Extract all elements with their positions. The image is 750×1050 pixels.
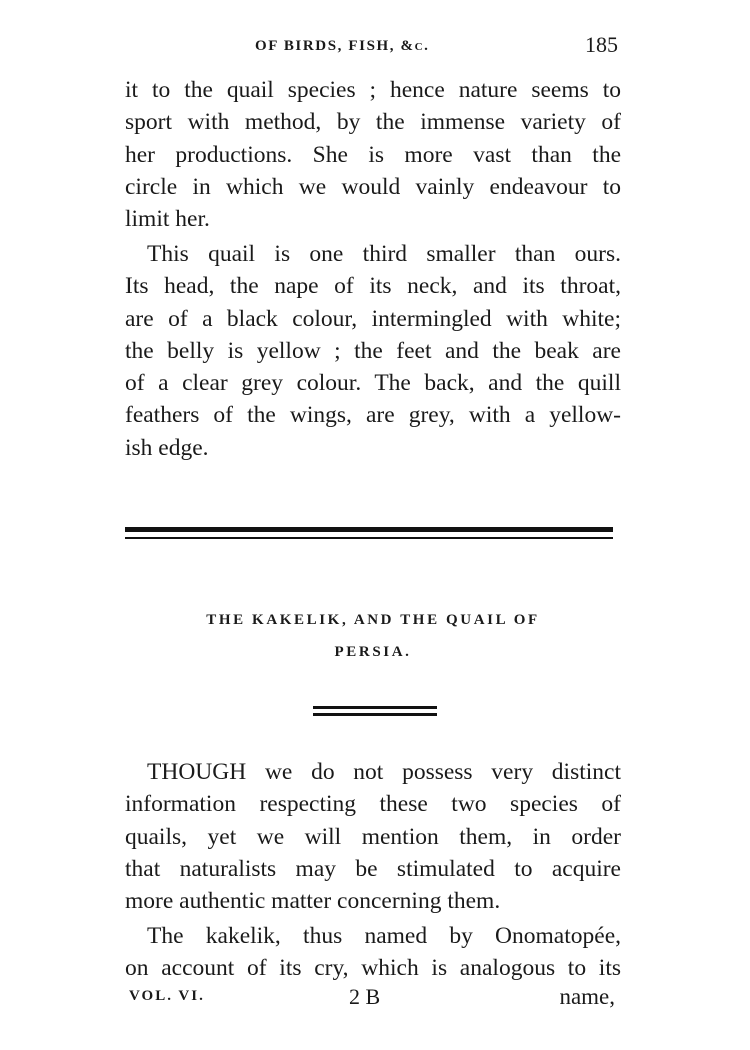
volume-signature: VOL. VI. (129, 988, 205, 1004)
intro-paragraph (125, 756, 621, 917)
text-line: on account of its cry, which is analogous to its (125, 955, 621, 982)
text-line: are of a black colour, intermingled with white; (125, 305, 621, 332)
section-heading-line: THE KAKELIK, AND THE QUAIL OF (206, 612, 540, 628)
description-paragraph (125, 238, 621, 464)
heading-rule-lower (313, 713, 437, 716)
section-divider-thick (125, 527, 613, 532)
text-line: THOUGH we do not possess very distinct (147, 759, 621, 785)
running-title: OF BIRDS, FISH, &c. (255, 38, 430, 54)
text-line: quails, yet we will mention them, in order (125, 823, 621, 850)
text-line: ish edge. (125, 434, 209, 461)
text-line: that naturalists may be stimulated to acquire (125, 855, 621, 882)
text-line: Its head, the nape of its neck, and its throat, (125, 273, 621, 300)
text-line: feathers of the wings, are grey, with a yellow- (125, 402, 621, 429)
text-line: This quail is one third smaller than ours. (147, 241, 621, 267)
kakelik-paragraph (125, 920, 621, 985)
text-line: of a clear grey colour. The back, and the quill (125, 370, 621, 397)
text-line: The kakelik, thus named by Onomatopée, (147, 923, 621, 949)
text-line: information respecting these two species of (125, 791, 621, 818)
page-number: 185 (585, 32, 618, 57)
continuation-paragraph (125, 74, 621, 235)
page-footer (125, 984, 615, 1014)
text-line: sport with method, by the immense variety of (125, 109, 621, 136)
heading-rule-upper (313, 706, 437, 709)
section-divider-thin (125, 537, 613, 539)
section-heading-line: PERSIA. (334, 644, 412, 660)
running-head (125, 30, 620, 60)
catchword: name, (559, 984, 615, 1009)
text-line: limit her. (125, 206, 210, 233)
section-heading (125, 604, 621, 668)
text-line: the belly is yellow ; the feet and the beak are (125, 337, 621, 364)
signature-mark: 2 B (349, 984, 381, 1009)
text-line: circle in which we would vainly endeavour to (125, 173, 621, 200)
text-line: her productions. She is more vast than the (125, 141, 621, 168)
text-line: it to the quail species ; hence nature seems to (125, 77, 621, 103)
text-line: more authentic matter concerning them. (125, 888, 501, 915)
